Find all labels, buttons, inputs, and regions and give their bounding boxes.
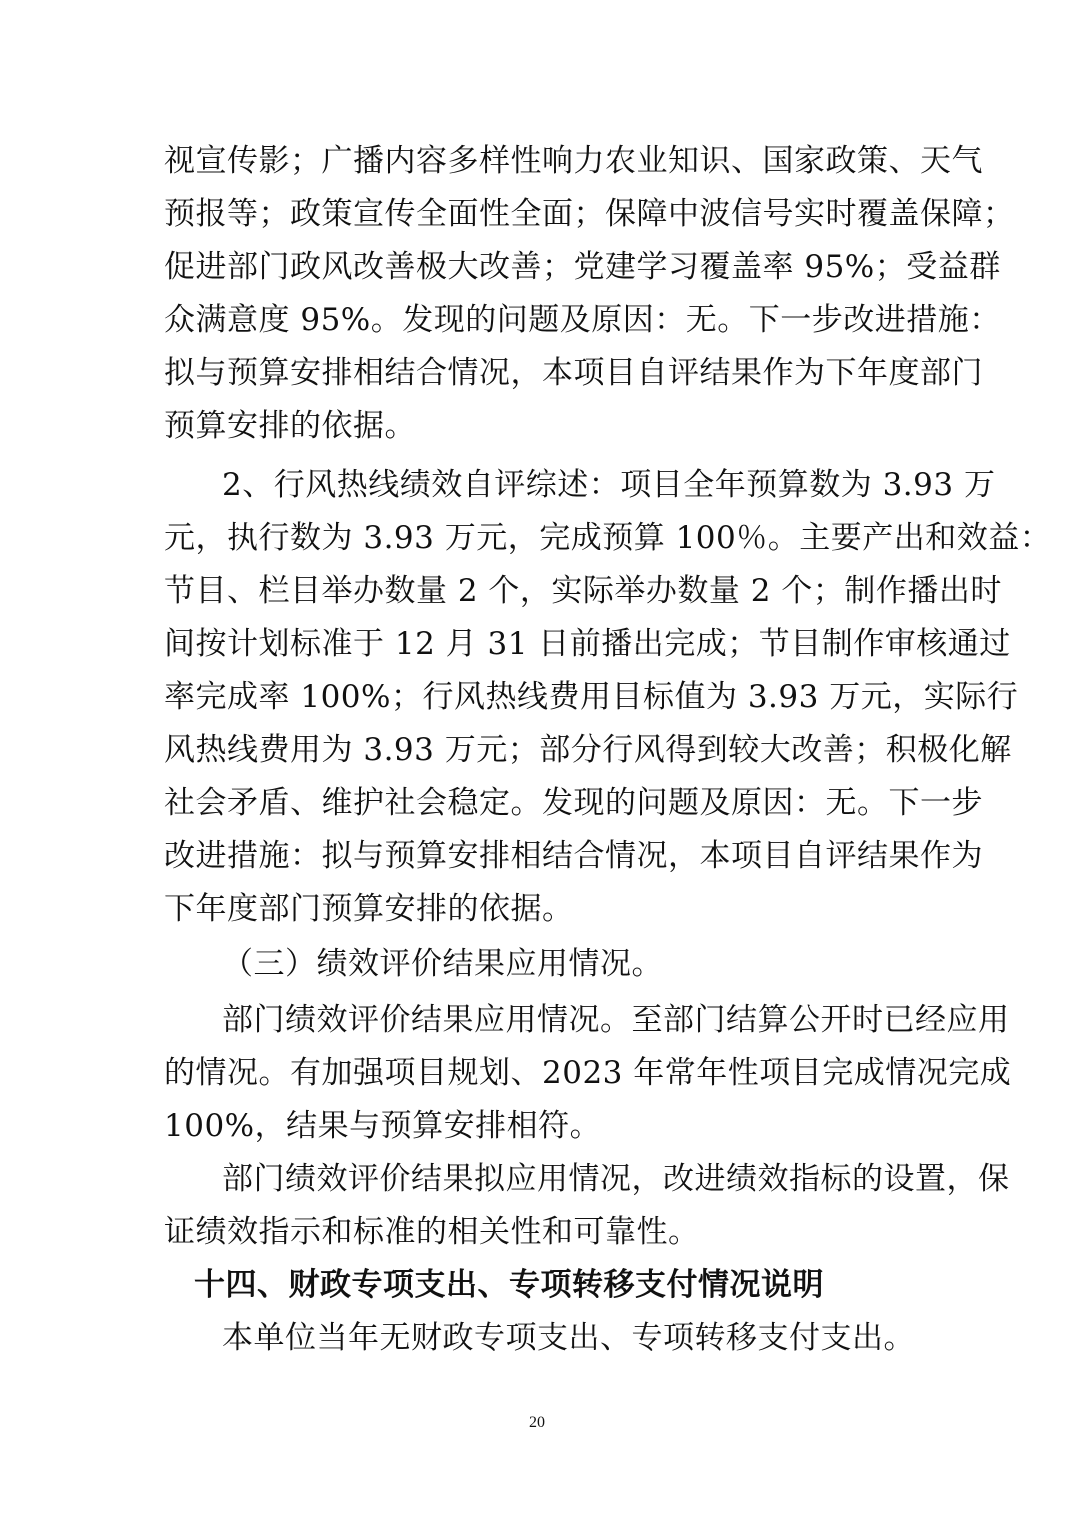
paragraph-2-line: 率完成率 100%；行风热线费用目标值为 3.93 万元，实际行 (164, 679, 1019, 715)
paragraph-1-line: 众满意度 95%。发现的问题及原因：无。下一步改进措施： (164, 302, 1001, 338)
paragraph-2-line: 2、行风热线绩效自评综述：项目全年预算数为 3.93 万 (222, 467, 996, 503)
paragraph-3-line: 的情况。有加强项目规划、2023 年常年性项目完成情况完成 (164, 1055, 1012, 1091)
paragraph-2-line: 下年度部门预算安排的依据。 (164, 891, 574, 927)
paragraph-4-line: 证绩效指示和标准的相关性和可靠性。 (164, 1214, 700, 1250)
paragraph-2-line: 社会矛盾、维护社会稳定。发现的问题及原因：无。下一步 (164, 785, 983, 821)
paragraph-2-line: 节目、栏目举办数量 2 个，实际举办数量 2 个；制作播出时 (164, 573, 1002, 609)
paragraph-1-line: 拟与预算安排相结合情况，本项目自评结果作为下年度部门 (164, 355, 983, 391)
paragraph-3-line: 部门绩效评价结果应用情况。至部门结算公开时已经应用 (222, 1002, 1010, 1038)
paragraph-1-line: 促进部门政风改善极大改善；党建学习覆盖率 95%；受益群 (164, 249, 1001, 285)
paragraph-1-line: 预报等；政策宣传全面性全面；保障中波信号实时覆盖保障； (164, 196, 1015, 232)
section-3-heading: （三）绩效评价结果应用情况。 (222, 946, 663, 982)
paragraph-2-line: 间按计划标准于 12 月 31 日前播出完成；节目制作审核通过 (164, 626, 1011, 662)
paragraph-2-line: 元，执行数为 3.93 万元，完成预算 100％。主要产出和效益： (164, 520, 1052, 556)
paragraph-2-line: 风热线费用为 3.93 万元；部分行风得到较大改善；积极化解 (164, 732, 1012, 768)
paragraph-5-line: 本单位当年无财政专项支出、专项转移支付支出。 (222, 1320, 915, 1356)
paragraph-2-line: 改进措施：拟与预算安排相结合情况，本项目自评结果作为 (164, 838, 983, 874)
paragraph-3-line: 100%，结果与预算安排相符。 (164, 1108, 602, 1144)
paragraph-1-line: 预算安排的依据。 (164, 408, 416, 444)
paragraph-1-line: 视宣传影；广播内容多样性响力农业知识、国家政策、天气 (164, 143, 983, 179)
paragraph-4-line: 部门绩效评价结果拟应用情况，改进绩效指标的设置，保 (222, 1161, 1010, 1197)
page-number: 20 (529, 1414, 545, 1431)
section-14-heading: 十四、财政专项支出、专项转移支付情况说明 (194, 1267, 824, 1303)
